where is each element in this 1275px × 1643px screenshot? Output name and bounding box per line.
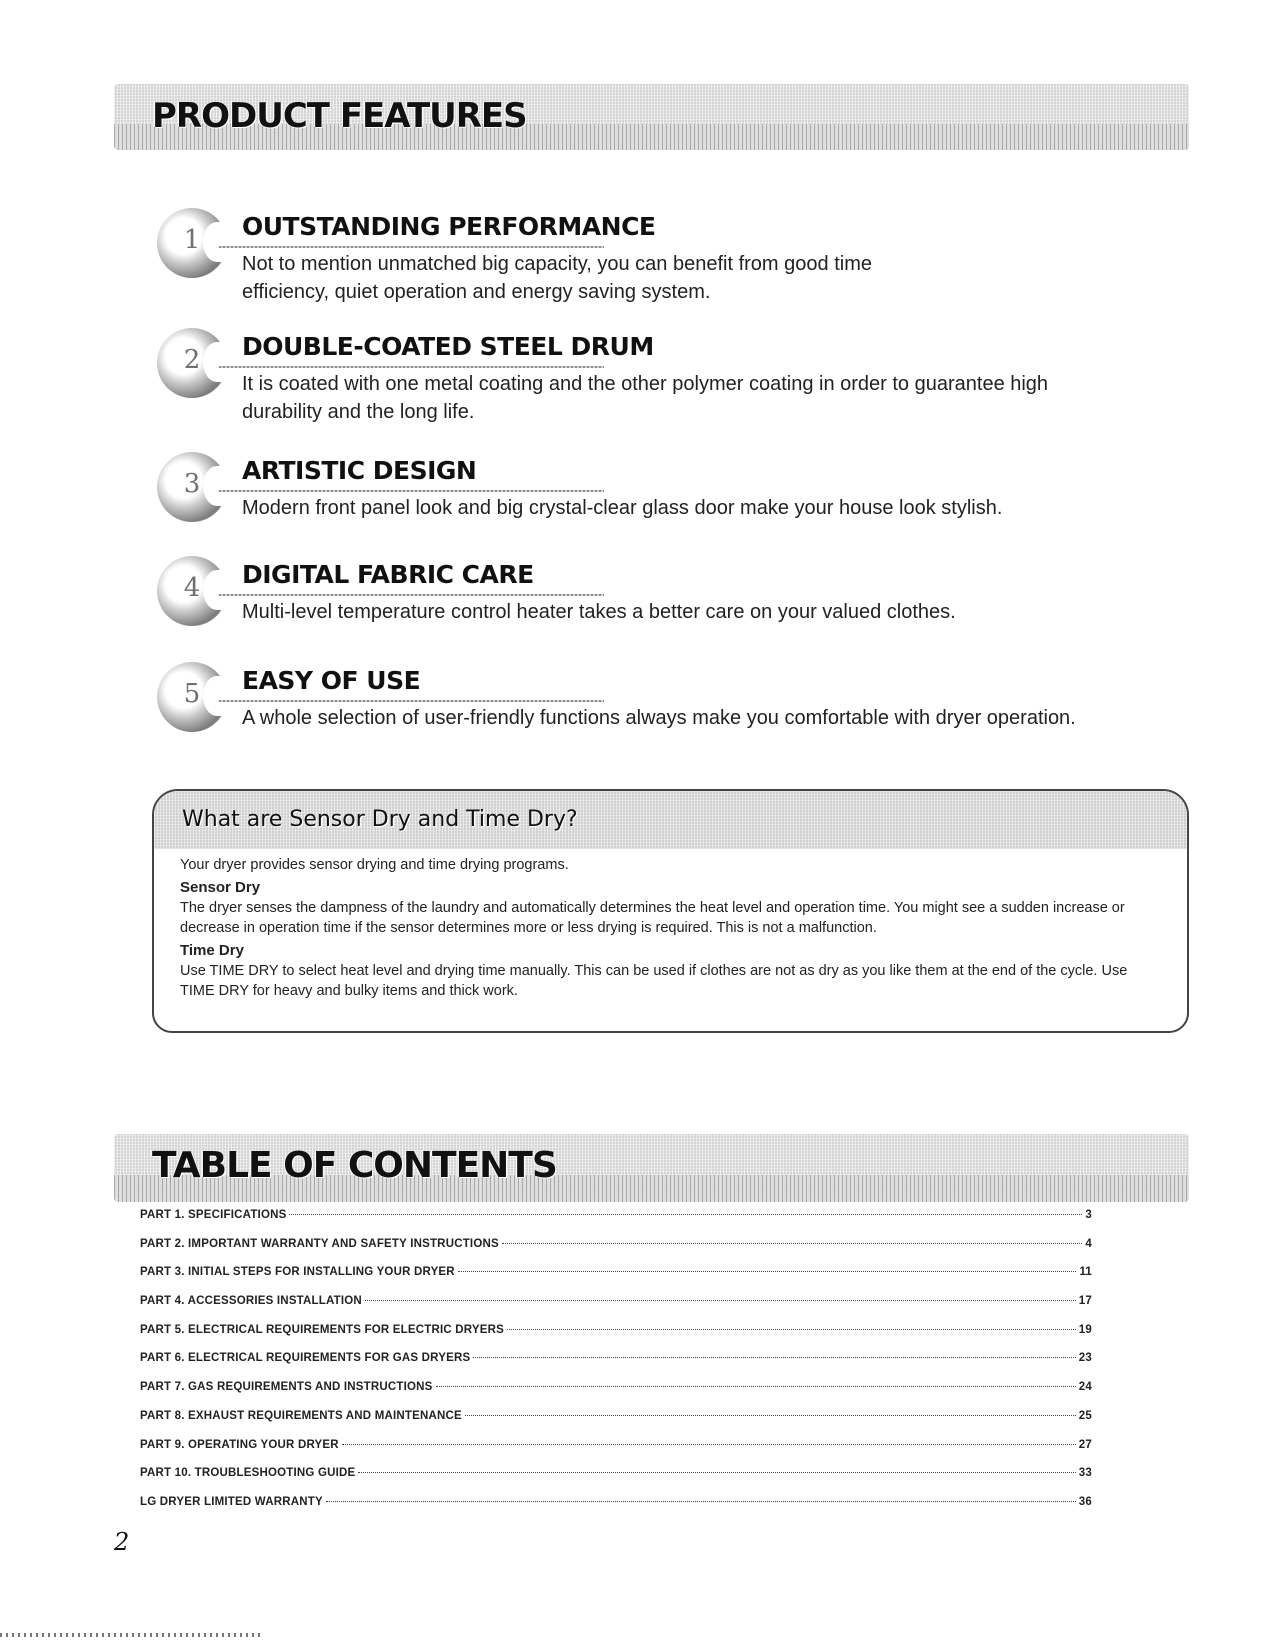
feature-divider [219,594,604,596]
feature-divider [219,700,604,702]
toc-entry-page: 27 [1078,1438,1092,1451]
toc-entry-label: PART 2. IMPORTANT WARRANTY AND SAFETY INSTRUCTIONS [140,1237,499,1250]
toc-entry[interactable] [140,1295,1092,1324]
toc-leader-dots [458,1271,1077,1272]
sensor-time-dry-box [152,789,1189,1033]
toc-entry-label: PART 5. ELECTRICAL REQUIREMENTS FOR ELECTRIC DRYERS [140,1323,504,1336]
toc-entry-label: PART 8. EXHAUST REQUIREMENTS AND MAINTENANCE [140,1409,462,1422]
toc-entry-page: 33 [1078,1467,1092,1480]
toc-entry-page: 19 [1078,1323,1092,1336]
toc-entry[interactable] [140,1209,1092,1238]
toc-leader-dots [473,1357,1075,1358]
toc-leader-dots [507,1329,1076,1330]
table-of-contents-title: TABLE OF CONTENTS [152,1145,557,1186]
badge-number: 4 [183,573,201,603]
table-of-contents-banner [114,1134,1189,1202]
feature-divider [219,246,604,248]
feature-description: Multi-level temperature control heater takes a better care on your valued clothes. [242,601,956,623]
badge-number: 2 [183,345,201,375]
toc-entry-page: 36 [1078,1495,1092,1508]
feature-title: DIGITAL FABRIC CARE [242,560,534,589]
toc-entry-label: PART 6. ELECTRICAL REQUIREMENTS FOR GAS DRYERS [140,1352,471,1365]
feature-title: DOUBLE-COATED STEEL DRUM [242,332,654,361]
sensor-box-header [154,791,1187,849]
toc-entry-page: 25 [1078,1409,1092,1422]
feature-item-2 [157,328,1187,423]
toc-entry-page: 17 [1078,1295,1092,1308]
feature-item-1 [157,208,1187,303]
number-badge-icon [157,556,227,626]
toc-entry[interactable] [140,1410,1092,1439]
toc-leader-dots [342,1444,1076,1445]
toc-entry[interactable] [140,1352,1092,1381]
page-number: 2 [114,1528,130,1556]
toc-leader-dots [502,1243,1083,1244]
toc-leader-dots [365,1300,1076,1301]
sensor-box-body [180,855,1165,1001]
feature-divider [219,490,604,492]
sensor-box-intro: Your dryer provides sensor drying and time drying programs. [180,857,569,873]
number-badge-icon [157,208,227,278]
feature-description: Modern front panel look and big crystal-clear glass door make your house look stylish. [242,497,1003,519]
feature-item-5 [157,662,1187,752]
toc-entry[interactable] [140,1381,1092,1410]
bottom-scan-marks [0,1633,260,1637]
toc-entry-page: 24 [1078,1381,1092,1394]
badge-number: 5 [183,679,201,709]
feature-description: Not to mention unmatched big capacity, you can benefit from good time efficiency, quiet operation and energy saving system. [242,253,872,303]
number-badge-icon [157,328,227,398]
feature-description: It is coated with one metal coating and the other polymer coating in order to guarantee high durability and the long life. [242,373,1049,423]
toc-leader-dots [289,1214,1082,1215]
toc-entry-label: PART 10. TROUBLESHOOTING GUIDE [140,1467,356,1480]
product-features-banner [114,84,1189,150]
toc-leader-dots [326,1501,1076,1502]
toc-entry-label: PART 1. SPECIFICATIONS [140,1209,287,1221]
toc-leader-dots [358,1472,1075,1473]
toc-leader-dots [465,1415,1076,1416]
badge-number: 3 [183,469,201,499]
number-badge-icon [157,452,227,522]
toc-leader-dots [436,1386,1076,1387]
toc-entry[interactable] [140,1324,1092,1353]
sensor-box-title: What are Sensor Dry and Time Dry? [182,807,578,832]
feature-item-3 [157,452,1187,542]
time-dry-text: Use TIME DRY to select heat level and drying time manually. This can be used if clothes are not as dry as you like them at the end of the cycle. Use TIME DRY for heavy and bulky items and thick work. [180,963,1128,999]
toc-entry[interactable] [140,1238,1092,1267]
toc-entry-page: 11 [1079,1266,1092,1279]
feature-divider [219,366,604,368]
number-badge-icon [157,662,227,732]
feature-title: ARTISTIC DESIGN [242,456,477,485]
product-features-title: PRODUCT FEATURES [152,96,527,136]
toc-entry-label: PART 4. ACCESSORIES INSTALLATION [140,1295,362,1308]
toc-entry-label: PART 3. INITIAL STEPS FOR INSTALLING YOUR DRYER [140,1266,455,1279]
sensor-dry-heading: Sensor Dry [180,879,261,896]
feature-item-4 [157,556,1187,646]
badge-number: 1 [183,225,201,255]
feature-description: A whole selection of user-friendly functions always make you comfortable with dryer operation. [242,707,1076,729]
feature-title: OUTSTANDING PERFORMANCE [242,212,656,241]
toc-list [140,1209,1092,1525]
feature-title: EASY OF USE [242,666,421,695]
toc-entry[interactable] [140,1439,1092,1468]
sensor-dry-text: The dryer senses the dampness of the laundry and automatically determines the heat level and operation time. You might see a sudden increase or decrease in operation time if the sensor determines more or less drying is required. This is not a malfunction. [180,900,1125,936]
toc-entry-page: 4 [1085,1237,1092,1250]
toc-entry-label: LG DRYER LIMITED WARRANTY [140,1495,323,1508]
toc-entry-label: PART 9. OPERATING YOUR DRYER [140,1438,339,1451]
toc-entry[interactable] [140,1266,1092,1295]
toc-entry-label: PART 7. GAS REQUIREMENTS AND INSTRUCTIONS [140,1381,433,1394]
toc-entry[interactable] [140,1467,1092,1496]
toc-entry[interactable] [140,1496,1092,1525]
toc-entry-page: 23 [1078,1352,1092,1365]
toc-entry-page: 3 [1085,1209,1092,1221]
time-dry-heading: Time Dry [180,942,244,959]
